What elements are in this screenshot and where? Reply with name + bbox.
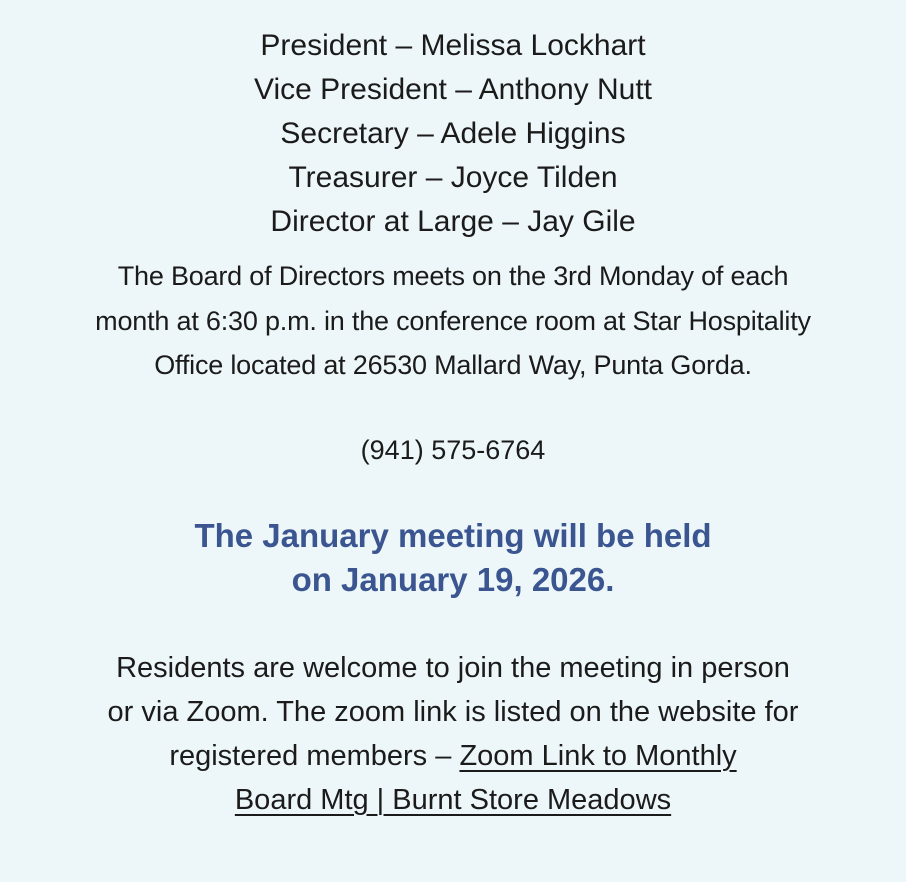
officer-vice-president: Vice President – Anthony Nutt	[253, 73, 653, 106]
zoom-link-text-part-2[interactable]: Board Mtg | Burnt Store Meadows	[234, 783, 672, 816]
meeting-info-line-1: The Board of Directors meets on the 3rd Monday of each	[117, 261, 789, 291]
meeting-info-line-3: Office located at 26530 Mallard Way, Punta Gorda.	[154, 350, 752, 380]
officer-treasurer: Treasurer – Joyce Tilden	[288, 161, 618, 194]
announcement-line-2: on January 19, 2026.	[291, 560, 615, 598]
meeting-schedule-text	[0, 254, 906, 388]
officer-director-at-large: Director at Large – Jay Gile	[270, 205, 636, 238]
phone-number: (941) 575-6764	[360, 434, 546, 465]
zoom-link-text-part-1[interactable]: Zoom Link to Monthly	[459, 739, 737, 772]
january-meeting-announcement	[0, 514, 906, 602]
officer-secretary: Secretary – Adele Higgins	[280, 117, 626, 150]
officer-president: President – Melissa Lockhart	[260, 29, 646, 62]
meeting-info-line-2: month at 6:30 p.m. in the conference room at Star Hospitality	[95, 305, 811, 336]
officer-list	[0, 24, 906, 244]
residents-line-1: Residents are welcome to join the meeting in person	[116, 651, 790, 684]
announcement-line-1: The January meeting will be held	[194, 516, 712, 554]
residents-line-3-prefix: registered members –	[169, 739, 460, 772]
residents-zoom-text	[0, 646, 906, 822]
residents-line-2: or via Zoom. The zoom link is listed on the website for	[107, 695, 799, 728]
